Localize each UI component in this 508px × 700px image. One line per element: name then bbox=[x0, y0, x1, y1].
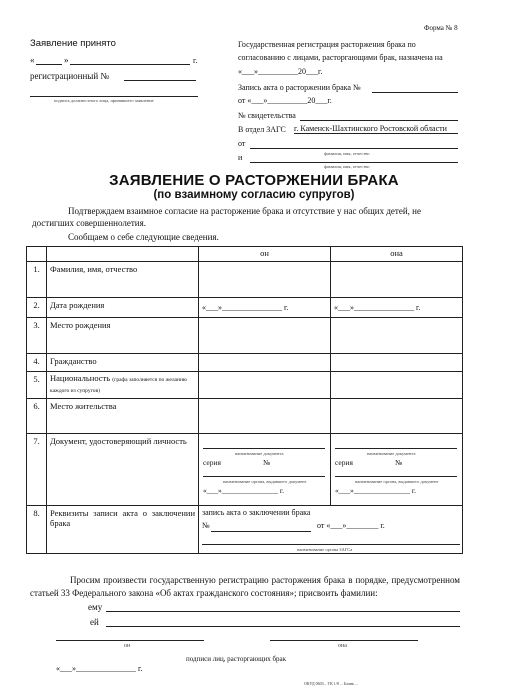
accepted-date-close: » bbox=[64, 55, 69, 65]
record-no: № bbox=[202, 521, 210, 530]
issue-date: «___»_______________ г. bbox=[335, 486, 416, 495]
reg-no-label: регистрационный № bbox=[30, 71, 110, 81]
marriage-record-cell[interactable] bbox=[199, 506, 463, 554]
info-table bbox=[26, 246, 463, 554]
table-row bbox=[27, 354, 463, 372]
series-label: серия bbox=[203, 458, 221, 467]
signature-line bbox=[30, 96, 198, 97]
doc-caption: наименование документа bbox=[235, 451, 284, 456]
footer-code: ОКУД 0603... ТК 1/8 ... Бланк ... bbox=[304, 681, 358, 686]
him-label: ему bbox=[88, 602, 103, 612]
her-surname-field[interactable] bbox=[106, 616, 460, 627]
row-num: 8. bbox=[27, 506, 47, 554]
row-label: Национальность bbox=[50, 373, 111, 383]
table-row bbox=[27, 399, 463, 434]
table-row bbox=[27, 372, 463, 399]
accepted-month-year-field[interactable] bbox=[70, 54, 190, 65]
header-num-cell bbox=[27, 247, 47, 262]
table-row bbox=[27, 506, 463, 554]
birthdate-she-cell[interactable]: «___»_______________ г. bbox=[331, 298, 463, 318]
table-row bbox=[27, 318, 463, 354]
form-number: Форма № 8 bbox=[424, 24, 458, 32]
col-he-header: он bbox=[199, 247, 331, 262]
row-num: 7. bbox=[27, 434, 47, 506]
header-label-cell bbox=[47, 247, 199, 262]
her-label: ей bbox=[90, 617, 99, 627]
signature-she-line bbox=[270, 640, 418, 641]
row-num: 1. bbox=[27, 262, 47, 298]
and-person-field[interactable] bbox=[250, 152, 458, 163]
accepted-label: Заявление принято bbox=[30, 38, 116, 49]
row-label: Фамилия, имя, отчество bbox=[47, 262, 199, 298]
citizenship-she-cell[interactable] bbox=[331, 354, 463, 372]
registration-line2: согласованию с лицами, расторгающими брак, назначена на bbox=[238, 53, 443, 62]
row-label: Реквизиты записи акта о заключении брака bbox=[47, 506, 199, 554]
zags-label: В отдел ЗАГС bbox=[238, 125, 286, 134]
request-text: Просим произвести государственную регистрацию расторжения брака в порядке, предусмотренном статьей 33 Федерального закона «Об актах гражданского состояния»; присвоить фамилии: bbox=[30, 575, 460, 598]
table-row bbox=[27, 262, 463, 298]
row-label: Документ, удостоверяющий личность bbox=[47, 434, 199, 506]
nationality-note: (графа заполняется по желанию каждого из супругов) bbox=[50, 377, 187, 394]
residence-he-cell[interactable] bbox=[199, 399, 331, 434]
nationality-he-cell[interactable] bbox=[199, 372, 331, 399]
registration-date: «___»__________20___г. bbox=[238, 67, 323, 76]
signatures-caption: подписи лиц, расторгающих брак bbox=[186, 655, 287, 663]
row-num: 2. bbox=[27, 298, 47, 318]
birthdate-he-cell[interactable]: «___»_______________ г. bbox=[199, 298, 331, 318]
doc-name-line bbox=[203, 448, 325, 449]
zags-value: г. Каменск-Шахтинского Ростовской области bbox=[294, 124, 458, 134]
row-num: 6. bbox=[27, 399, 47, 434]
issuer-caption: наименование органа, выдавшего документ bbox=[355, 479, 439, 484]
citizenship-he-cell[interactable] bbox=[199, 354, 331, 372]
fio-he-cell[interactable] bbox=[199, 262, 331, 298]
table-row bbox=[27, 298, 463, 318]
record-no-line bbox=[211, 531, 311, 532]
record-label: запись акта о заключении брака bbox=[202, 508, 311, 517]
series-label: серия bbox=[335, 458, 353, 467]
row-num: 3. bbox=[27, 318, 47, 354]
caption-he: он bbox=[124, 643, 131, 649]
accepted-day-field[interactable] bbox=[36, 54, 62, 65]
fio-she-cell[interactable] bbox=[331, 262, 463, 298]
accepted-date-open: « bbox=[30, 55, 35, 65]
caption-she: она bbox=[338, 643, 347, 649]
certificate-label: № свидетельства bbox=[238, 111, 296, 120]
birthplace-she-cell[interactable] bbox=[331, 318, 463, 354]
row-num: 4. bbox=[27, 354, 47, 372]
zags-caption: наименование органа ЗАГСа bbox=[297, 547, 353, 552]
from-person-label: от bbox=[238, 139, 246, 148]
nationality-label-cell bbox=[47, 372, 199, 399]
caption-fio-1: фамилия, имя, отчество bbox=[324, 151, 370, 156]
nationality-she-cell[interactable] bbox=[331, 372, 463, 399]
residence-she-cell[interactable] bbox=[331, 399, 463, 434]
document-he-cell[interactable] bbox=[199, 434, 331, 506]
signature-he-line bbox=[56, 640, 204, 641]
issuer-line bbox=[203, 476, 325, 477]
number-label: № bbox=[263, 458, 271, 467]
him-surname-field[interactable] bbox=[106, 601, 460, 612]
and-person-label: и bbox=[238, 153, 243, 162]
caption-fio-2: фамилия, имя, отчество bbox=[324, 164, 370, 169]
issuer-caption: наименование органа, выдавшего документ bbox=[223, 479, 307, 484]
accepted-year-suffix: г. bbox=[193, 56, 198, 65]
table-row bbox=[27, 434, 463, 506]
signature-caption: подпись должностного лица, принявшего заявление bbox=[54, 98, 154, 103]
act-record-field[interactable] bbox=[372, 82, 458, 93]
col-she-header: она bbox=[331, 247, 463, 262]
document-she-cell[interactable] bbox=[331, 434, 463, 506]
from-person-field[interactable] bbox=[250, 138, 458, 149]
act-record-label: Запись акта о расторжении брака № bbox=[238, 83, 361, 92]
issuer-line bbox=[335, 476, 457, 477]
zags-line bbox=[202, 544, 460, 545]
table-header-row bbox=[27, 247, 463, 262]
reg-no-field[interactable] bbox=[124, 70, 196, 81]
intro-text-2: Сообщаем о себе следующие сведения. bbox=[68, 232, 219, 242]
row-label: Гражданство bbox=[47, 354, 199, 372]
document-subtitle: (по взаимному согласию супругов) bbox=[153, 189, 355, 201]
issue-date: «___»_______________ г. bbox=[203, 486, 284, 495]
birthplace-he-cell[interactable] bbox=[199, 318, 331, 354]
row-label: Место рождения bbox=[47, 318, 199, 354]
row-label: Дата рождения bbox=[47, 298, 199, 318]
certificate-field[interactable] bbox=[300, 110, 458, 121]
record-from: от «___»________ г. bbox=[317, 521, 385, 530]
date-bottom: «___»_______________ г. bbox=[56, 664, 143, 673]
act-record-date: от «___»__________20___г. bbox=[238, 96, 332, 105]
document-title: ЗАЯВЛЕНИЕ О РАСТОРЖЕНИИ БРАКА bbox=[109, 172, 399, 189]
registration-line1: Государственная регистрация расторжения брака по bbox=[238, 40, 416, 49]
doc-caption: наименование документа bbox=[367, 451, 416, 456]
row-num: 5. bbox=[27, 372, 47, 399]
row-label: Место жительства bbox=[47, 399, 199, 434]
number-label: № bbox=[395, 458, 403, 467]
intro-text: Подтверждаем взаимное согласие на расторжение брака и отсутствие у нас общих детей, не достигших совершеннолетия. bbox=[32, 206, 421, 228]
doc-name-line bbox=[335, 448, 457, 449]
